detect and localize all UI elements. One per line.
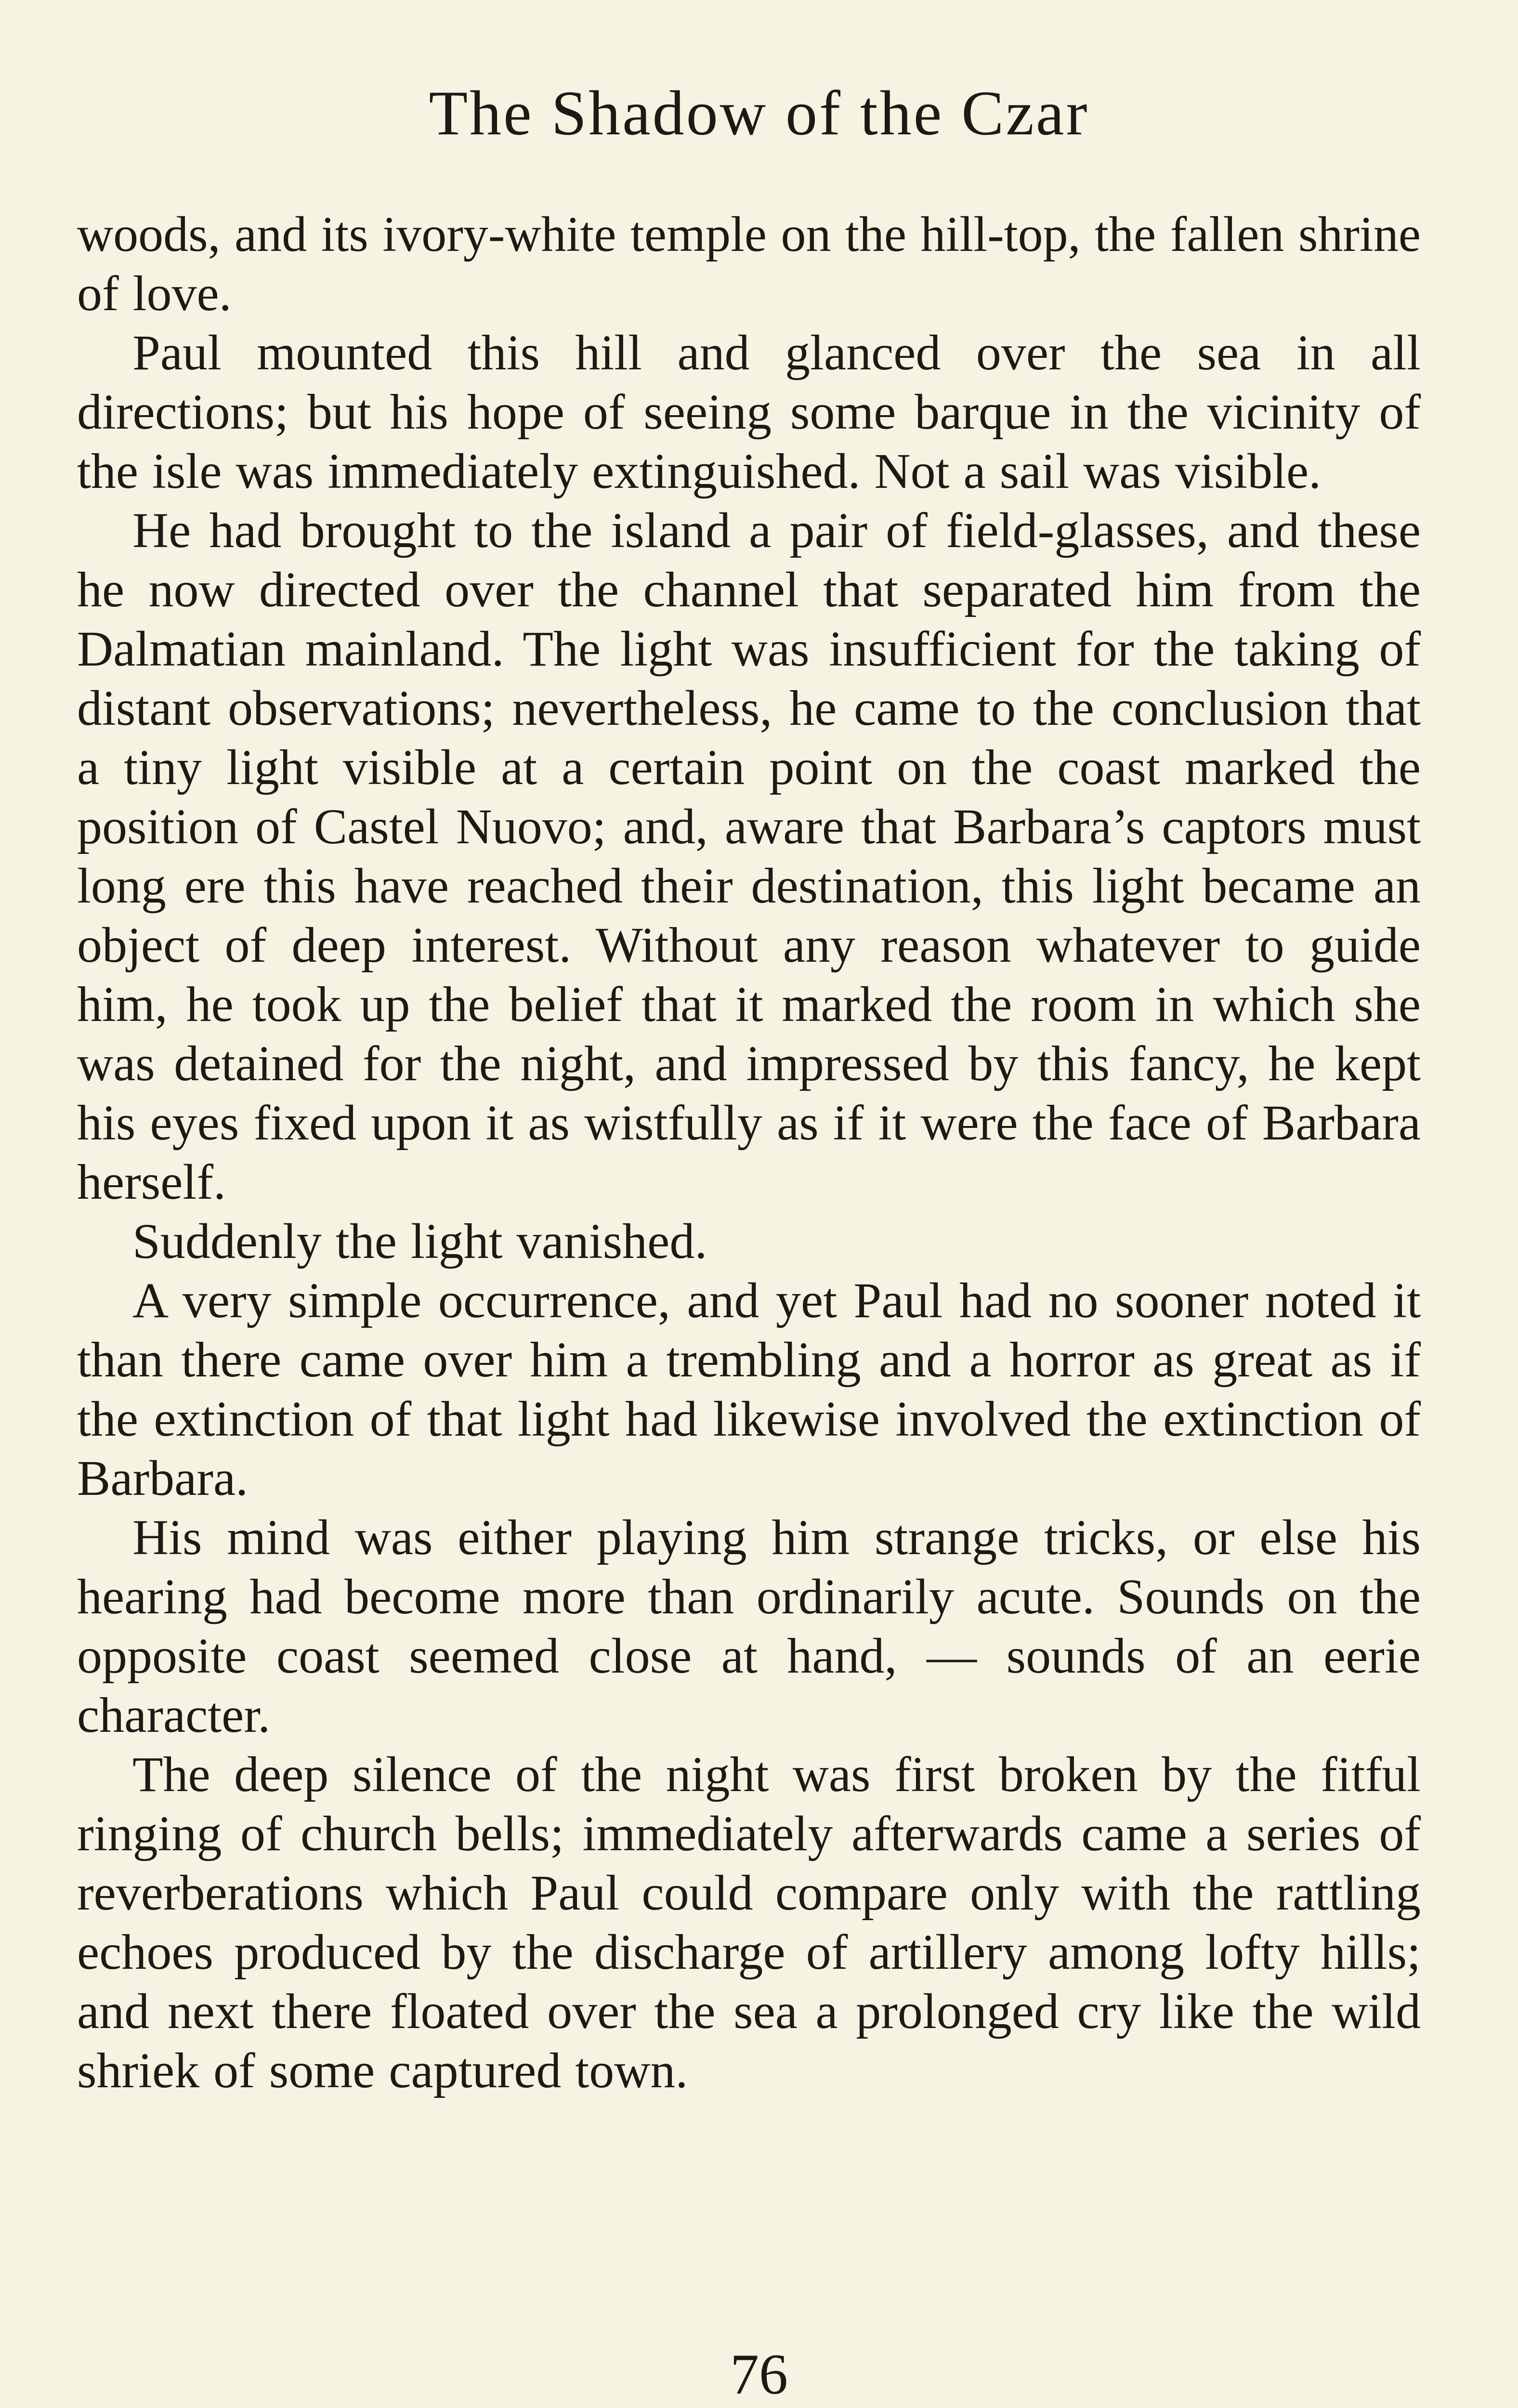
body-text bbox=[77, 205, 1421, 2100]
paragraph: Paul mounted this hill and glanced over the sea in all directions; but his hope of seeing some barque in the vicinity of the isle was immediately extinguished. Not a sail was visible. bbox=[77, 325, 1421, 499]
paragraph: His mind was either playing him strange tricks, or else his hearing had become more than ordinarily acute. Sounds on the opposite coast seemed close at hand, — sounds of an eerie character. bbox=[77, 1510, 1421, 1743]
paragraph: Suddenly the light vanished. bbox=[132, 1214, 707, 1269]
paragraph-continued: woods, and its ivory-white temple on the hill-top, the fallen shrine of love. bbox=[77, 207, 1421, 321]
paragraph: A very simple occurrence, and yet Paul had no sooner noted it than there came over him a trembling and a horror as great as if the extinction of that light had likewise involved the extinction of Barbara. bbox=[77, 1273, 1421, 1506]
page-number: 76 bbox=[730, 2342, 788, 2406]
running-head: The Shadow of the Czar bbox=[429, 78, 1089, 148]
paragraph: The deep silence of the night was first broken by the fitful ringing of church bells; immediately afterwards came a series of reverberations which Paul could compare only with the rattling echoes produced by the discharge of artillery among lofty hills; and next there floated over the sea a prolonged cry like the wild shriek of some captured town. bbox=[77, 1747, 1421, 2098]
paragraph: He had brought to the island a pair of field-glasses, and these he now directed over the channel that separated him from the Dalmatian mainland. The light was insufficient for the taking of distant observations; nevertheless, he came to the conclusion that a tiny light visible at a certain point on the coast marked the position of Castel Nuovo; and, aware that Barbara’s captors must long ere this have reached their destination, this light became an object of deep interest. Without any reason whatever to guide him, he took up the belief that it marked the room in which she was detained for the night, and impressed by this fancy, he kept his eyes fixed upon it as wistfully as if it were the face of Barbara herself. bbox=[77, 503, 1421, 1210]
